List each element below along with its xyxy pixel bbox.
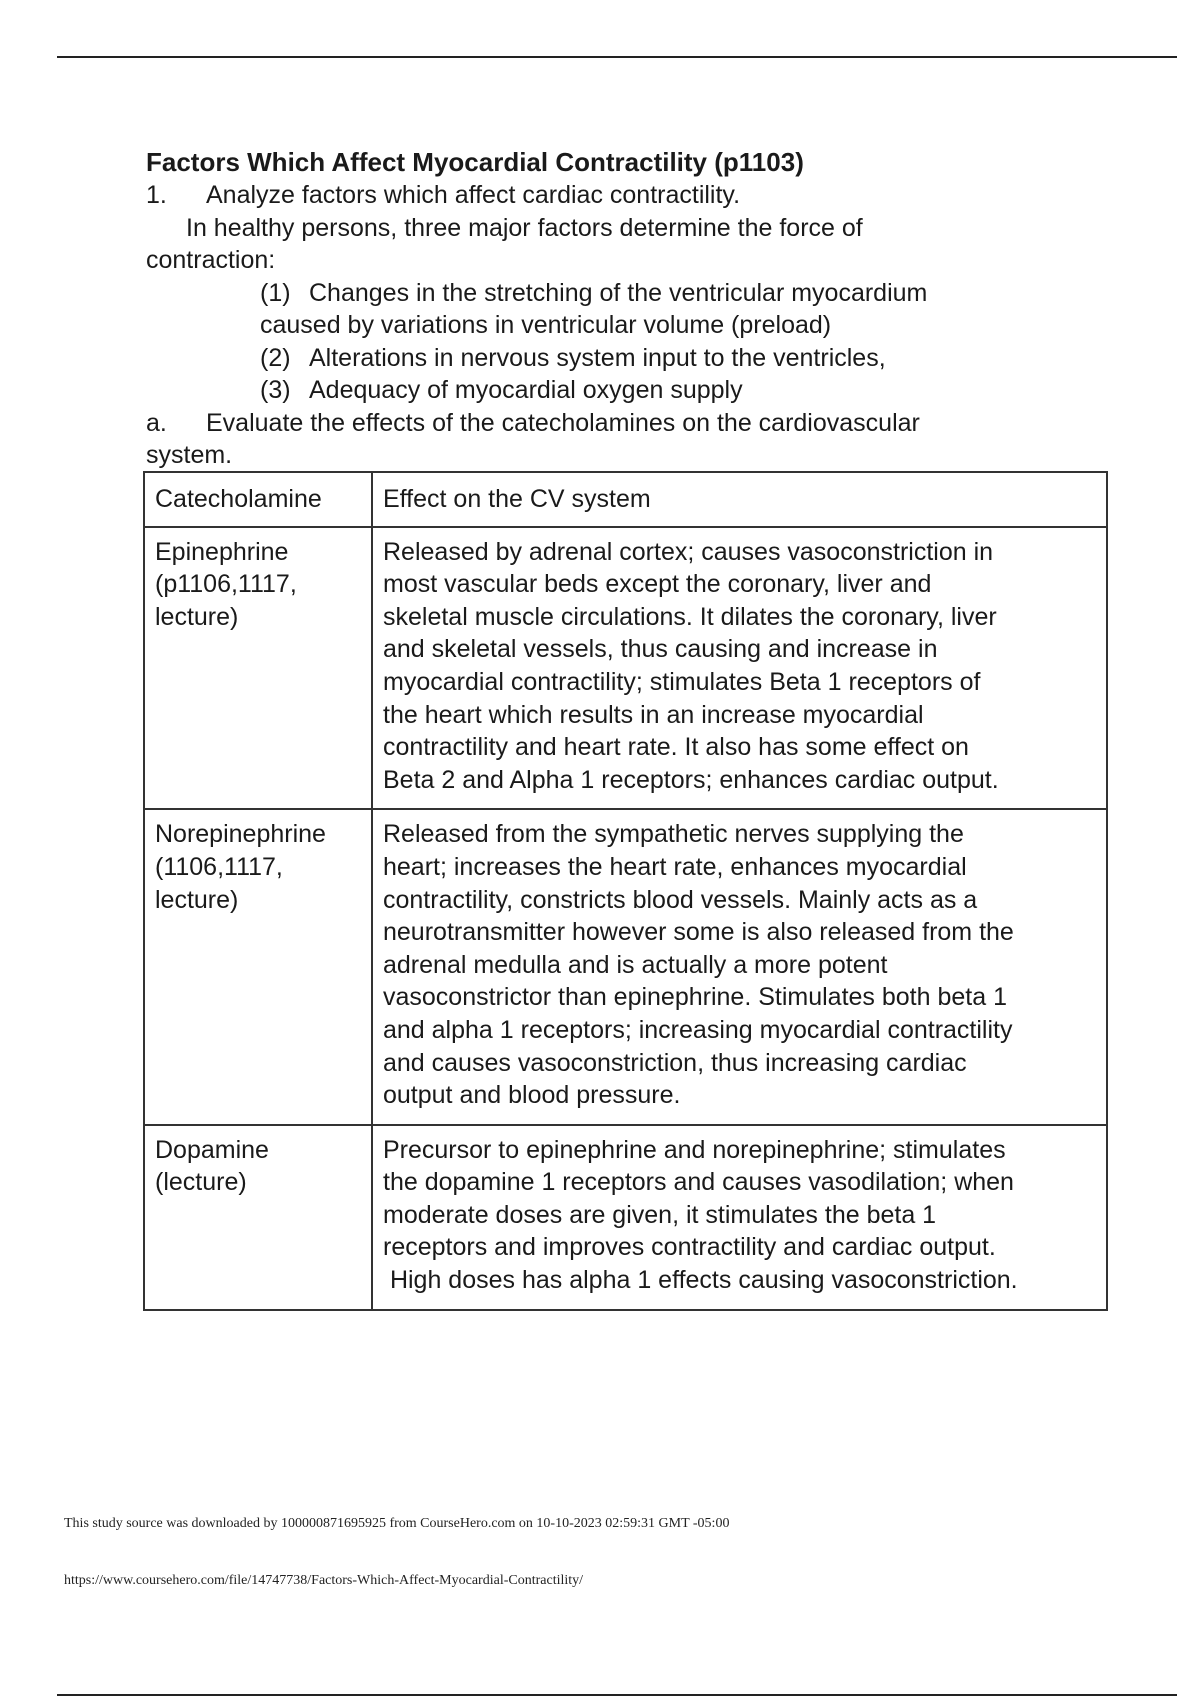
factor-1-label: (1) — [260, 278, 291, 307]
catecholamine-name — [144, 809, 372, 1124]
effect-line: most vascular beds except the coronary, liver and — [383, 570, 932, 599]
download-notice: This study source was downloaded by 100000871695925 from CourseHero.com on 10-10-2023 02:59:31 GMT -05:00 — [64, 1516, 730, 1531]
name-line: lecture) — [155, 885, 239, 914]
item-a-letter: a. — [146, 408, 167, 437]
effect-line: contractility, constricts blood vessels. Mainly acts as a — [383, 885, 978, 914]
name-line: lecture) — [155, 602, 239, 631]
effect-line: moderate doses are given, it stimulates the beta 1 — [383, 1200, 937, 1229]
document-body — [146, 146, 1106, 472]
bottom-divider — [57, 1694, 1177, 1696]
item-a — [146, 407, 1106, 440]
effect-line: myocardial contractility; stimulates Beta 1 receptors of — [383, 667, 981, 696]
intro-line-1: In healthy persons, three major factors determine the force of — [186, 213, 863, 242]
page-title: Factors Which Affect Myocardial Contractility (p1103) — [146, 147, 804, 177]
catecholamine-effect — [372, 1125, 1107, 1310]
effect-line: and skeletal vessels, thus causing and increase in — [383, 635, 938, 664]
factor-3-label: (3) — [260, 376, 291, 404]
effect-line: Precursor to epinephrine and norepinephrine; stimulates — [383, 1135, 1006, 1164]
intro-line-2: contraction: — [146, 246, 276, 274]
catecholamine-name — [144, 1125, 372, 1310]
catecholamine-table — [143, 471, 1108, 1311]
catecholamine-name — [144, 527, 372, 810]
name-line: Epinephrine — [155, 537, 289, 566]
effect-line: the dopamine 1 receptors and causes vasodilation; when — [383, 1168, 1014, 1197]
name-line: Dopamine — [155, 1135, 269, 1164]
item-a-continuation: system. — [146, 441, 233, 469]
header-catecholamine: Catecholamine — [144, 472, 372, 527]
catecholamine-effect — [372, 809, 1107, 1124]
factor-2-text: Alterations in nervous system input to the ventricles, — [309, 343, 886, 372]
factor-3-text: Adequacy of myocardial oxygen supply — [309, 376, 743, 404]
item-1-number: 1. — [146, 181, 167, 209]
effect-line: Beta 2 and Alpha 1 receptors; enhances cardiac output. — [383, 765, 999, 794]
table-header-row — [144, 472, 1107, 527]
header-effect: Effect on the CV system — [372, 472, 1107, 527]
effect-line: output and blood pressure. — [383, 1081, 681, 1110]
factor-1-text: Changes in the stretching of the ventricular myocardium — [309, 278, 928, 307]
effect-line: adrenal medulla and is actually a more potent — [383, 950, 888, 979]
table-row — [144, 1125, 1107, 1310]
effect-line: and causes vasoconstriction, thus increasing cardiac — [383, 1048, 967, 1077]
effect-line: the heart which results in an increase myocardial — [383, 700, 924, 729]
effect-line: heart; increases the heart rate, enhances myocardial — [383, 852, 967, 881]
effect-line: Released from the sympathetic nerves supplying the — [383, 820, 964, 849]
item-a-text: Evaluate the effects of the catecholamines on the cardiovascular — [206, 408, 920, 437]
effect-line: neurotransmitter however some is also released from the — [383, 918, 1014, 947]
name-line: (p1106,1117, — [155, 570, 297, 599]
factor-1-continuation: caused by variations in ventricular volume (preload) — [260, 311, 832, 339]
effect-line: receptors and improves contractility and cardiac output. — [383, 1233, 996, 1262]
source-url[interactable]: https://www.coursehero.com/file/14747738/Factors-Which-Affect-Myocardial-Contractility/ — [64, 1573, 584, 1588]
effect-line: vasoconstrictor than epinephrine. Stimulates both beta 1 — [383, 983, 1007, 1012]
table-row — [144, 527, 1107, 810]
effect-line: High doses has alpha 1 effects causing vasoconstriction. — [383, 1266, 1018, 1295]
factor-2-label: (2) — [260, 343, 291, 372]
item-1-text: Analyze factors which affect cardiac contractility. — [206, 181, 741, 209]
effect-line: skeletal muscle circulations. It dilates the coronary, liver — [383, 602, 997, 631]
name-line: (lecture) — [155, 1168, 247, 1197]
name-line: Norepinephrine — [155, 820, 326, 849]
item-1 — [146, 179, 1106, 212]
top-divider — [57, 56, 1177, 58]
catecholamine-effect — [372, 527, 1107, 810]
table-row — [144, 809, 1107, 1124]
effect-line: contractility and heart rate. It also has some effect on — [383, 733, 969, 762]
factor-2 — [146, 342, 1106, 375]
factor-3 — [146, 374, 1106, 407]
effect-line: Released by adrenal cortex; causes vasoconstriction in — [383, 537, 994, 566]
effect-line: and alpha 1 receptors; increasing myocardial contractility — [383, 1015, 1013, 1044]
factor-1 — [146, 277, 1106, 310]
name-line: (1106,1117, — [155, 852, 283, 881]
